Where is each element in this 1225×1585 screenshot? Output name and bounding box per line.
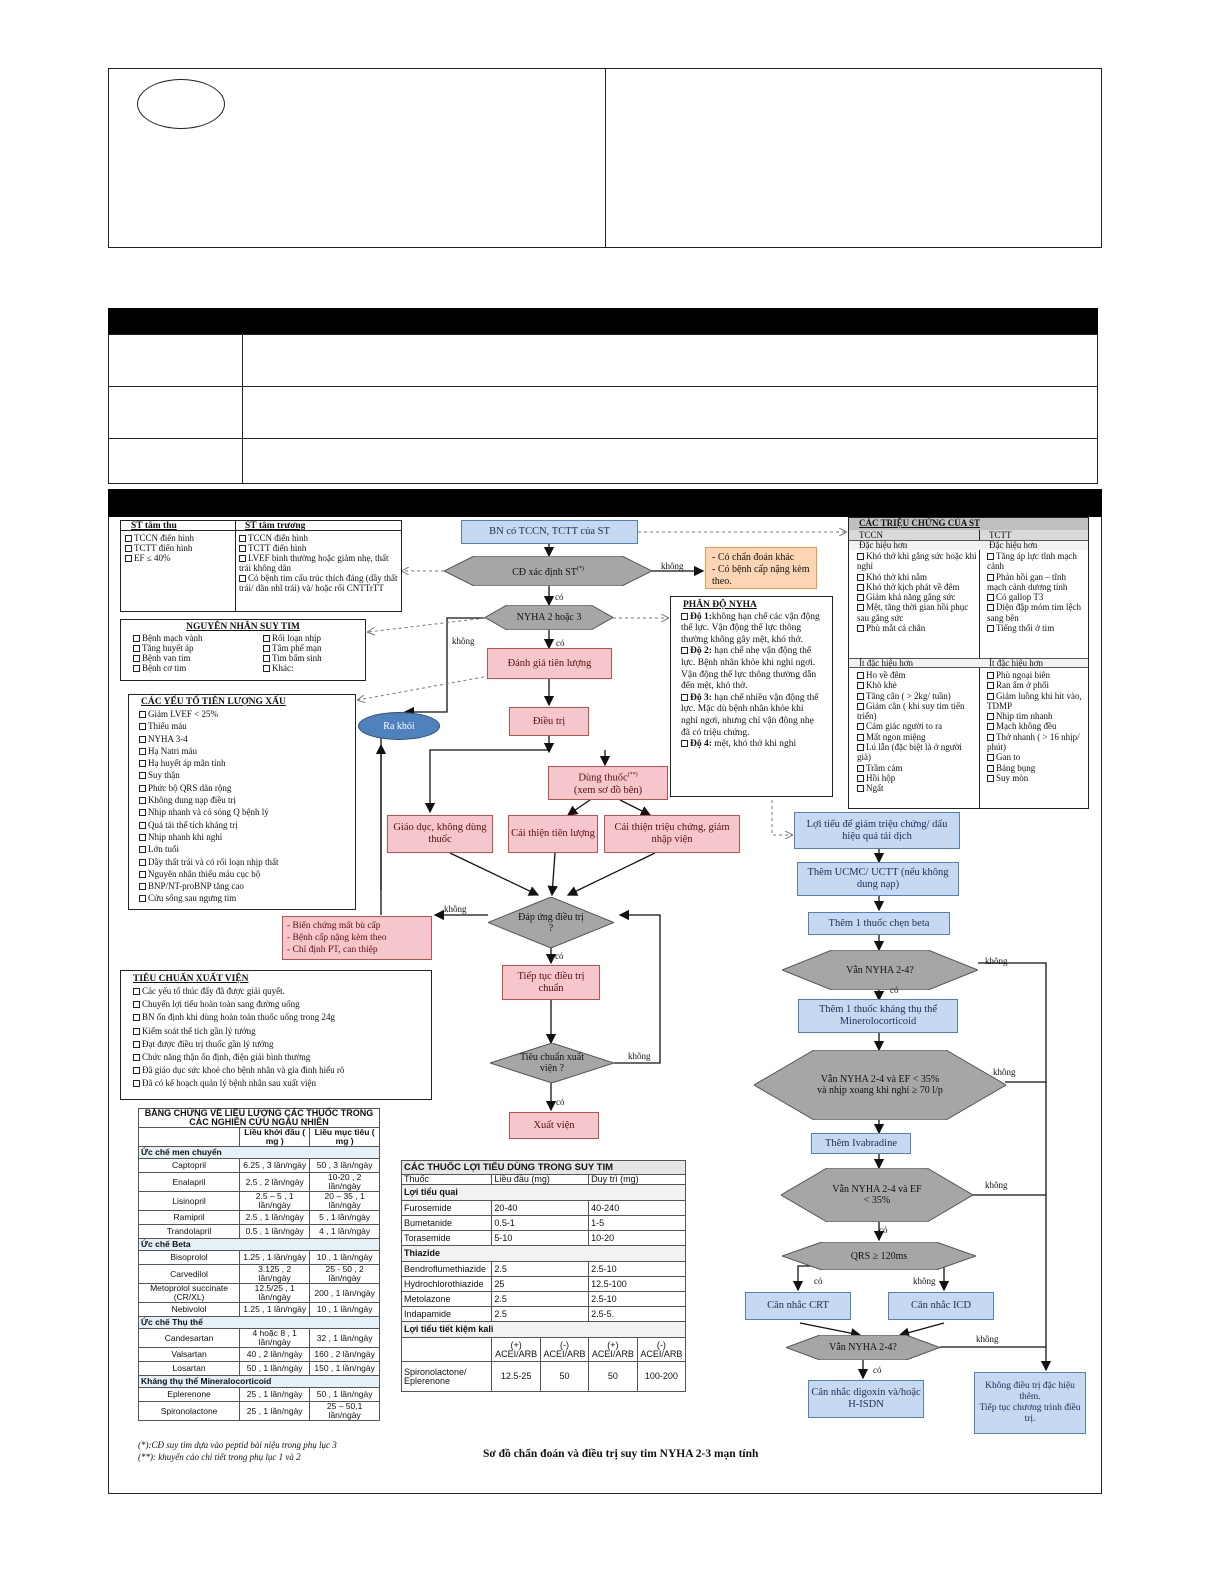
prognosis-title: CÁC YẾU TỐ TIÊN LƯỢNG XẤU [141,697,286,707]
other-diagnosis-box [705,547,817,589]
decision-still-nyha-4 [786,1335,940,1360]
decision-label: NYHA 2 hoặc 3 [516,612,582,623]
list-item: Giảm cân ( khi suy tim tiến triển) [857,700,965,722]
dose-group-name: Kháng thụ thể Mineralocorticoid [139,1376,380,1388]
decision-discharge [490,1043,614,1083]
list-item: Nhịp nhanh và có sóng Q bệnh lý [139,806,355,818]
list-item: Ho về đêm [857,670,977,680]
table-cell: 5 , 1 lần/ngày [310,1211,380,1225]
table-row [139,1159,380,1173]
list-item: Suy mòn [987,773,1087,783]
list-item: Mất ngon miệng [857,732,977,742]
list-item: Nhịp tim nhanh [987,711,1087,721]
less-specific-label: Ít đặc hiệu hơn [989,658,1043,668]
table-row [402,1307,686,1322]
dose-group-row [139,1147,380,1159]
table-row [402,1262,686,1277]
table-row [139,1329,380,1348]
complication-item: - Bệnh cấp nặng kèm theo [287,933,387,943]
table-cell: Ramipril [139,1211,240,1225]
table-cell: Nebivolol [139,1303,240,1317]
other-item: - Có bệnh cấp nặng kèm theo. [712,564,810,587]
prognosis-box [128,694,356,910]
decision-label: Tiêu chuẩn xuất viện ? [519,1052,585,1074]
complication-item: - Biến chứng mất bù cấp [287,921,381,931]
column-header: (-) ACEI/ARB [637,1338,685,1362]
table-cell: Hydrochlorothiazide [402,1277,492,1292]
list-item: Đã có kế hoạch quản lý bệnh nhân sau xuất viện [133,1077,431,1090]
dose-group-name: Ức chế Beta [139,1239,380,1251]
diuretic-group-row [402,1185,686,1201]
continue-label: Tiếp tục chương trình điều trị. [979,1403,1081,1424]
acei-box: Thêm UCMC/ UCTT (nếu không dung nạp) [797,862,959,896]
nyha-box [670,596,833,797]
table-cell: 2.5 [492,1262,589,1277]
specific-label: Đặc hiệu hơn [989,540,1038,550]
list-item: Hồi hộp [857,773,977,783]
less-specific-label: Ít đặc hiệu hơn [859,658,913,668]
table-row [139,1192,380,1211]
list-item: TCCN điển hình [125,533,194,543]
list-item: Có gallop T3 [987,592,1087,602]
list-item: TCCN điển hình [239,533,401,543]
table-cell: 20 – 35 , 1 lần/ngày [310,1192,380,1211]
causes-title: NGUYÊN NHÂN SUY TIM [186,622,300,632]
table-cell: Bisoprolol [139,1251,240,1265]
table-cell: 32 , 1 lần/ngày [310,1329,380,1348]
list-item: Ngất [857,783,977,793]
list-item: Kiểm soát thể tích gần lý tưởng [133,1025,431,1038]
diuretic-group-name: Lợi tiểu quai [402,1185,686,1201]
table-cell: 1.25 , 1 lần/ngày [240,1251,310,1265]
decision-label: Vẫn NYHA 2-4? [829,1342,897,1353]
list-item: Phù ngoại biên [987,670,1087,680]
list-item: Phức bộ QRS dãn rộng [139,782,355,794]
ivabradine-box: Thêm Ivabradine [811,1133,911,1154]
yes-label: có [890,985,899,995]
dose-group-row [139,1376,380,1388]
list-item: Khó thở khi nằm [857,572,977,582]
col-tctt: TCTT [989,530,1012,540]
no-label: không [993,1067,1016,1077]
table-row [139,1211,380,1225]
table-cell: 100-200 [637,1362,685,1392]
list-item: LVEF bình thường hoặc giảm nhẹ, thất trái không dãn [239,553,389,573]
table-cell: 200 , 1 lần/ngày [310,1284,380,1303]
yes-label: có [556,638,565,648]
table-cell: 12.5/25 , 1 lần/ngày [240,1284,310,1303]
table-cell: Valsartan [139,1348,240,1362]
symptoms-title: CÁC TRIỆU CHỨNG CỦA ST [849,518,1088,530]
no-further-treatment-box [974,1372,1086,1434]
dose-table [138,1108,380,1421]
footnote-2: (**): khuyến cáo chi tiết trong phụ lục 1 và 2 [138,1452,301,1462]
list-item: Trầm cảm [857,763,977,773]
table-cell: 2.5-5. [589,1307,686,1322]
table-row [402,1201,686,1216]
footnote-mark: (*) [576,566,584,573]
table-cell: Carvedilol [139,1265,240,1284]
decision-nyha [485,605,613,630]
diuretic-table [401,1160,686,1392]
table-cell: 2.5 , 2 lần/ngày [240,1173,310,1192]
list-item: Thiếu máu [139,720,355,732]
table-cell: 50 , 1 lần/ngày [310,1388,380,1402]
table-row [402,1338,686,1362]
table-cell: 25 – 50,1 lần/ngày [310,1402,380,1421]
list-item: Chức năng thận ổn định, điện giải bình thường [133,1051,431,1064]
decision-response [488,897,614,948]
list-item: Diện đập mỏm tim lệch sang bên [987,602,1081,623]
nyha-level-2: Độ 2: hạn chế nhẹ vận động thể lực. Bệnh nhân khỏe khi nghỉ ngơi. Vận động thể lực thông thường dẫn đến mệt, khó thở. [681,646,817,692]
continue-treatment-box: Tiếp tục điều trị chuẩn [502,965,600,1000]
list-item: Cứu sống sau ngưng tim [139,892,355,904]
list-item: Có bệnh tim cấu trúc thích đáng (dầy thất trái/ dãn nhĩ trái) và/ hoặc rối CNTTrTT [239,573,398,593]
table-cell: Bendroflumethiazide [402,1262,492,1277]
list-item: Bệnh van tim [133,653,263,663]
nyha-level-3: Độ 3: hạn chế nhiều vận động thể lực. Mặc dù bệnh nhân khỏe khi nghỉ ngơi, nhưng chỉ vận động nhẹ đã có triệu chứng. [681,692,819,738]
table-cell: 40-240 [589,1201,686,1216]
treatment-box: Điều trị [509,707,589,736]
improve-symptoms-box: Cải thiện triệu chứng, giảm nhập viện [604,815,740,853]
table-cell: 2.5 [492,1292,589,1307]
discharge-list [121,985,431,1091]
st-diastolic-title: ST tâm trương [245,521,306,531]
list-item: Đã giáo dục sức khoẻ cho bệnh nhân và gia đình hiểu rõ [133,1064,431,1077]
table-cell: 150 , 1 lần/ngày [310,1362,380,1376]
footnote-mark: (**) [627,772,638,779]
list-item: Đạt được điều trị thuốc gần lý tưởng [133,1038,431,1051]
table-cell: 2.5 [492,1307,589,1322]
diuretic-group-row [402,1246,686,1262]
list-item: Không dung nạp điều trị [139,794,355,806]
table-cell: Candesartan [139,1329,240,1348]
dose-group-row [139,1239,380,1251]
medication-label: Dùng thuốc [578,772,628,784]
column-header: (-) ACEI/ARB [540,1338,588,1362]
table-cell: 1-5 [589,1216,686,1231]
list-item: Tăng cân ( > 2kg/ tuần) [857,691,977,701]
table-cell: Eplerenone [139,1388,240,1402]
table-cell: 2.5 – 5 , 1 lần/ngày [240,1192,310,1211]
list-item: NYHA 3-4 [139,733,355,745]
table-cell: 4 hoặc 8 , 1 lần/ngày [240,1329,310,1348]
discharge-criteria-box [120,970,432,1100]
column-header: Thuốc [402,1175,492,1185]
complications-box [282,916,432,960]
table-cell: 10-20 , 2 lần/ngày [310,1173,380,1192]
table-row [402,1216,686,1231]
list-item: BNP/NT-proBNP tăng cao [139,880,355,892]
other-item: - Có chẩn đoán khác [712,552,795,563]
no-label: không [976,1334,999,1344]
list-item: Báng bụng [987,763,1087,773]
table-cell: Trandolapril [139,1225,240,1239]
diuretic-group-name: Thiazide [402,1246,686,1262]
column-header: Liều đầu (mg) [492,1175,589,1185]
list-item: Dầy thất trái và có rối loạn nhịp thất [139,856,355,868]
table-cell: Spironolactone/ Eplerenone [402,1362,492,1392]
list-item: Mạch không đều [987,721,1087,731]
mra-box: Thêm 1 thuốc kháng thụ thể Minerolocorticoid [798,999,958,1033]
list-item: Rối loạn nhịp [263,633,373,643]
list-item: Khó thở kịch phát về đêm [857,582,977,592]
table-cell: 25 , 1 lần/ngày [240,1388,310,1402]
yes-label: có [555,951,564,961]
medication-note: (xem sơ đồ bên) [573,784,643,796]
prognosis-list [129,708,355,905]
icd-box: Cân nhắc ICD [888,1292,994,1320]
list-item: Giảm khả năng gắng sức [857,592,977,602]
st-diastolic-list [239,533,401,593]
table-row [139,1284,380,1303]
table-cell: Spironolactone [139,1402,240,1421]
table-row [139,1173,380,1192]
dose-group-row [139,1317,380,1329]
table-cell: Furosemide [402,1201,492,1216]
table-cell: 2.5-10 [589,1292,686,1307]
yes-label: có [879,1225,888,1235]
list-item: Tâm phế mạn [263,643,373,653]
diuretic-box: Lợi tiểu để giảm triệu chứng/ dấu hiệu quá tải dịch [794,812,960,849]
decision-label: Đáp ứng điều trị ? [518,911,584,934]
table-cell: 0.5-1 [492,1216,589,1231]
no-label: không [661,561,684,571]
table-row [402,1231,686,1246]
decision-qrs [782,1242,976,1270]
decision-label: Vẫn NYHA 2-4 và EF < 35% và nhịp xoang khi nghỉ ≥ 70 l/p [817,1074,943,1096]
column-header: Liều mục tiêu ( mg ) [310,1128,380,1147]
table-cell: 25 , 1 lần/ngày [240,1402,310,1421]
table-cell: 50 , 1 lần/ngày [240,1362,310,1376]
table-cell: 10-20 [589,1231,686,1246]
table-row [402,1277,686,1292]
table-cell: Indapamide [402,1307,492,1322]
nyha-level-4: Độ 4: mệt, khó thở khi nghỉ [681,739,822,751]
st-systolic-list [125,533,194,563]
decision-still-nyha-2 [754,1050,1006,1120]
yes-label: có [555,592,564,602]
table-cell: 2.5-10 [589,1262,686,1277]
no-label: không [913,1276,936,1286]
prognosis-assessment-box: Đánh giá tiên lượng [487,648,612,679]
causes-box [120,619,366,681]
table-cell: Lisinopril [139,1192,240,1211]
discharge-title: TIÊU CHUẨN XUẤT VIỆN [133,974,249,984]
decision-st-diagnosis [444,556,652,586]
table-cell: 4 , 1 lần/ngày [310,1225,380,1239]
table-row [139,1303,380,1317]
table-cell: 5-10 [492,1231,589,1246]
list-item: Giảm luồng khí hít vào, TDMP [987,690,1082,711]
nyha-level-1: Độ 1:không hạn chế các vận động thể lực. Vận động thể lực thông thường không gây mệt, khó thở. [681,611,820,645]
divider [235,521,236,611]
diuretic-table-title: CÁC THUỐC LỢI TIỂU DÙNG TRONG SUY TIM [402,1161,686,1175]
list-item: Lớn tuổi [139,843,355,855]
list-item: Hạ huyết áp mãn tính [139,757,355,769]
list-item: Khác: [263,663,373,673]
list-item: Gan to [987,752,1087,762]
list-item: Tiếng thổi ở tim [987,623,1087,633]
column-header: Duy trì (mg) [589,1175,686,1185]
no-label: không [444,904,467,914]
tccn-specific-list [857,551,977,633]
footnote-1: (*):CĐ suy tim dựa vào peptid bài niệu trong phụ lục 3 [138,1440,337,1450]
table-row [139,1402,380,1421]
education-box: Giáo dục, không dùng thuốc [387,815,493,853]
crt-box: Cân nhắc CRT [745,1292,851,1320]
list-item: TCTT điển hình [239,543,401,553]
list-item: Hạ Natri máu [139,745,355,757]
table-cell: Losartan [139,1362,240,1376]
list-item: Chuyển lợi tiểu hoàn toàn sang đường uống [133,998,431,1011]
list-item: Suy thận [139,769,355,781]
complication-item: - Chỉ định PT, can thiệp [287,945,378,955]
st-types-box [120,520,402,612]
table-cell: 160 , 2 lần/ngày [310,1348,380,1362]
list-item: Thở nhanh ( > 16 nhịp/ phút) [987,731,1080,753]
exit-label: Ra khỏi [383,720,415,732]
list-item: Khó thở khi gắng sức hoặc khi nghỉ [857,551,977,572]
table-cell: 12.5-25 [492,1362,541,1392]
column-header: (+) ACEI/ARB [492,1338,541,1362]
list-item: Phù mắt cá chân [857,623,977,633]
table-row [139,1225,380,1239]
digoxin-box: Cân nhắc digoxin và/hoặc H-ISDN [808,1380,924,1418]
dose-table-title: BẰNG CHỨNG VỀ LIỀU LƯỢNG CÁC THUỐC TRONG CÁC NGHIÊN CỨU NGẪU NHIÊN [139,1109,380,1128]
table-cell: 10 , 1 lần/ngày [310,1303,380,1317]
list-item: Nguyên nhân thiếu máu cục bộ [139,868,355,880]
table-row [139,1388,380,1402]
table-cell: Bumetanide [402,1216,492,1231]
decision-label: QRS ≥ 120ms [850,1250,908,1262]
table-cell: 12.5-100 [589,1277,686,1292]
dose-group-name: Ức chế men chuyển [139,1147,380,1159]
diuretic-group-name: Lợi tiểu tiết kiệm kali [402,1322,686,1338]
list-item: Giảm LVEF < 25% [139,708,355,720]
decision-label: Vẫn NYHA 2-4 và EF < 35% [832,1184,922,1206]
no-label: không [985,1180,1008,1190]
yes-label: có [814,1276,823,1286]
decision-still-nyha-1 [782,950,978,990]
decision-label: Vẫn NYHA 2-4? [846,964,914,976]
table-cell: 6.25 , 3 lần/ngày [240,1159,310,1173]
yes-label: có [556,1097,565,1107]
column-header [139,1128,240,1147]
list-item: Quá tải thể tích kháng trị [139,819,355,831]
table-row [139,1348,380,1362]
table-cell: 2.5 , 1 lần/ngày [240,1211,310,1225]
list-item: Bệnh mạch vành [133,633,263,643]
list-item: Nhịp nhanh khi nghỉ [139,831,355,843]
table-cell: 10 , 1 lần/ngày [310,1251,380,1265]
table-row [139,1251,380,1265]
table-row [139,1362,380,1376]
table-cell: Metolazone [402,1292,492,1307]
table-cell: 50 [589,1362,638,1392]
causes-list [121,633,365,673]
decision-still-nyha-3 [781,1168,973,1222]
table-row [139,1265,380,1284]
col-tccn: TCCN [859,530,884,540]
nyha-title: PHÂN ĐỘ NYHA [683,600,757,610]
list-item: Các yếu tố thúc đẩy đã được giải quyết. [133,985,431,998]
no-label: không [452,636,475,646]
table-cell: Enalapril [139,1173,240,1192]
tctt-specific-list [987,551,1087,633]
tctt-less-list [987,670,1087,783]
column-header: (+) ACEI/ARB [589,1338,638,1362]
list-item: Mệt, tăng thời gian hồi phục sau gắng sức [857,602,969,623]
yes-label: có [873,1365,882,1375]
column-header: Liều khởi đầu ( mg ) [240,1128,310,1147]
no-label: không [985,956,1008,966]
table-cell: 3.125 , 2 lần/ngày [240,1265,310,1284]
table-cell: Captopril [139,1159,240,1173]
dose-group-name: Ức chế Thụ thể [139,1317,380,1329]
improve-prognosis-box: Cải thiện tiên lượng [508,815,598,853]
medication-box [548,766,668,800]
tccn-less-list [857,670,977,794]
list-item: Khò khè [857,680,977,690]
start-box: BN có TCCN, TCTT của ST [461,520,638,544]
list-item: Cảm giác người to ra [857,721,977,731]
table-cell: Metoprolol succinate (CR/XL) [139,1284,240,1303]
no-label: không [628,1051,651,1061]
table-cell: Torasemide [402,1231,492,1246]
list-item: BN ổn định khi dùng hoàn toàn thuốc uống trong 24g [133,1011,431,1024]
table-cell: 0.5 , 1 lần/ngày [240,1225,310,1239]
list-item: Lú lẫn (đặc biệt là ở người già) [857,742,962,763]
diuretic-group-row [402,1322,686,1338]
st-systolic-title: ST tâm thu [131,521,177,531]
list-item: Bệnh cơ tim [133,663,263,673]
table-row [402,1362,686,1392]
table-cell: 25 [492,1277,589,1292]
list-item: Tăng huyết áp [133,643,263,653]
list-item: Phản hồi gan – tĩnh mạch cảnh dương tính [987,571,1068,592]
no-further-label: Không điều trị đặc hiệu thêm. [985,1381,1075,1402]
table-cell [402,1338,492,1362]
specific-label: Đặc hiệu hơn [859,540,908,550]
table-row [402,1292,686,1307]
list-item: TCTT điển hình [125,543,194,553]
table-cell: 20-40 [492,1201,589,1216]
symptoms-box [848,517,1089,809]
decision-label: CĐ xác định ST [512,566,577,578]
list-item: EF ≤ 40% [125,553,194,563]
exit-oval [358,712,440,740]
list-item: Ran ẩm ở phổi [987,680,1087,690]
table-cell: 40 , 2 lần/ngày [240,1348,310,1362]
table-cell: 1.25 , 1 lần/ngày [240,1303,310,1317]
beta-blocker-box: Thêm 1 thuốc chẹn beta [808,912,950,935]
diagram-caption: Sơ đồ chẩn đoán và điều trị suy tim NYHA 2-3 mạn tính [483,1448,759,1460]
table-cell: 50 [540,1362,588,1392]
table-cell: 50 , 3 lần/ngày [310,1159,380,1173]
list-item: Tăng áp lực tĩnh mạch cảnh [987,551,1077,572]
table-cell: 25 - 50 , 2 lần/ngày [310,1265,380,1284]
list-item: Tim bẩm sinh [263,653,373,663]
discharge-box: Xuất viện [509,1112,599,1139]
